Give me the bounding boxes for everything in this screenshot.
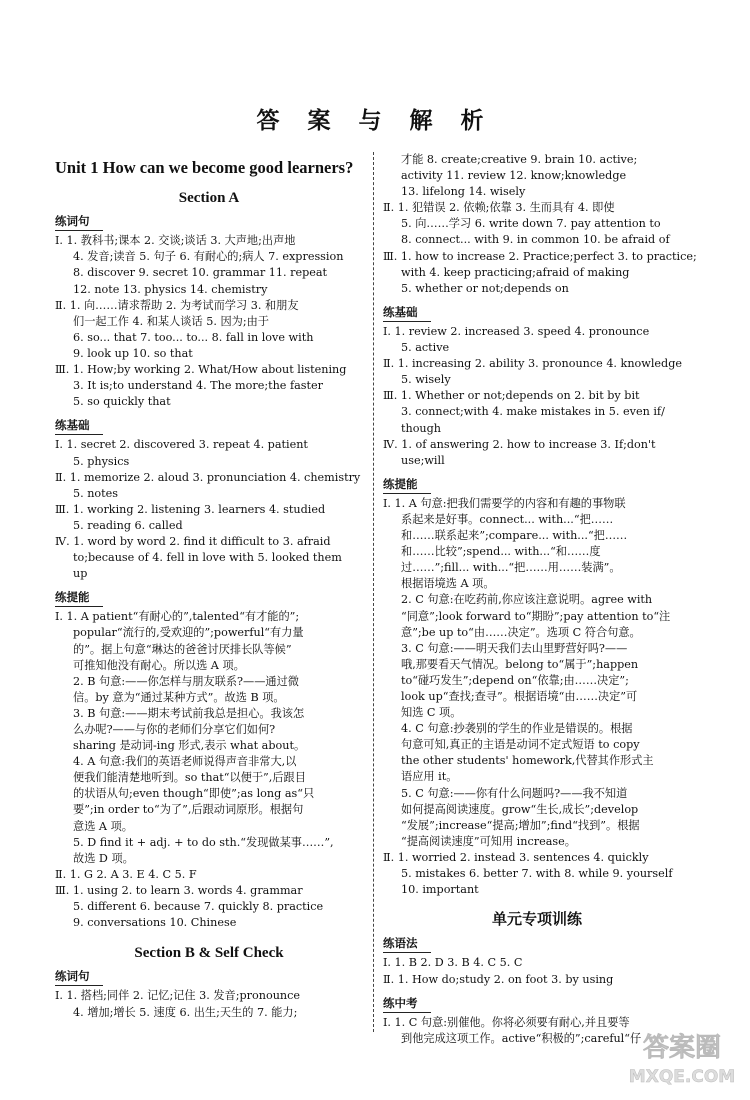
answer-line: 3. connect;with 4. make mistakes in 5. even if/ <box>401 405 665 419</box>
section-a-title: Section A <box>178 190 240 207</box>
answer-line: Ⅳ. 1. of answering 2. how to increase 3. If;don't <box>383 437 656 451</box>
unit-special-title: 单元专项训练 <box>491 912 582 929</box>
answer-line: 们一起工作 4. 和某人谈话 5. 因为;由于 <box>73 314 269 328</box>
answer-line: 语应用 it。 <box>401 770 458 784</box>
answer-line: 要”;in order to“为了”,后跟动词原形。根据句 <box>73 803 304 817</box>
answer-line: 可推知他没有耐心。所以选 A 项。 <box>73 658 245 672</box>
answer-line: Ⅲ. 1. How;by working 2. What/How about listening <box>55 363 347 377</box>
answer-line: “提高阅读速度”可知用 increase。 <box>401 834 576 848</box>
answer-line: “发展”;increase“提高;增加”;find“找到”。根据 <box>401 818 640 832</box>
answer-line: Ⅰ. 1. C 句意:别催他。你将必须要有耐心,并且要等 <box>383 1015 630 1029</box>
heading-tineng-b: 练提能 <box>383 476 431 494</box>
answer-line: activity 11. review 12. know;knowledge <box>401 169 627 183</box>
heading-jichu-b: 练基础 <box>383 304 431 322</box>
answer-line: 如何提高阅读速度。grow“生长,成长”;develop <box>401 802 639 816</box>
answer-line: 5. notes <box>73 486 119 500</box>
answer-line: popular“流行的,受欢迎的”;powerful“有力量 <box>73 626 304 640</box>
answer-line: 6. so... that 7. too... to... 8. fall in love with <box>73 330 314 344</box>
answer-line: 到他完成这项工作。active“积极的”;careful“仔 <box>401 1031 642 1045</box>
section-b-title: Section B & Self Check <box>134 945 284 962</box>
answer-line: 意选 A 项。 <box>73 819 133 833</box>
answer-line: Ⅲ. 1. working 2. listening 3. learners 4. studied <box>55 502 326 516</box>
answer-line: 12. note 13. physics 14. chemistry <box>73 282 268 296</box>
answer-line: 5. reading 6. called <box>73 518 183 532</box>
answer-line: Ⅰ. 1. 教科书;课本 2. 交谈;谈话 3. 大声地;出声地 <box>55 234 296 248</box>
answer-line: 5. 向……学习 6. write down 7. pay attention to <box>401 217 661 231</box>
answer-line: 2. C 句意:在吃药前,你应该注意说明。agree with <box>401 593 653 607</box>
answer-line: 知选 C 项。 <box>401 706 462 720</box>
answer-line: Ⅱ. 1. 向……请求帮助 2. 为考试而学习 3. 和朋友 <box>55 298 299 312</box>
answer-line: 5. different 6. because 7. quickly 8. practice <box>73 900 324 914</box>
answer-line: 么办呢?——与你的老师们分享它们如何? <box>73 723 276 736</box>
watermark-logo <box>622 1024 742 1094</box>
svg-text:MXQE.COM: MXQE.COM <box>628 1067 736 1087</box>
answer-line: 4. C 句意:抄袭别的学生的作业是错误的。根据 <box>401 722 633 736</box>
answer-line: 5. mistakes 6. better 7. with 8. while 9. yourself <box>401 867 673 881</box>
heading-tineng: 练提能 <box>55 589 103 607</box>
answer-line: Ⅱ. 1. memorize 2. aloud 3. pronunciation 4. chemistry <box>55 470 361 484</box>
answer-line: Ⅱ. 1. How do;study 2. on foot 3. by using <box>383 972 614 986</box>
answer-line: 2. B 句意:——你怎样与朋友联系?——通过微 <box>73 674 299 688</box>
answer-line: 的状语从句;even though“即使”;as long as“只 <box>73 787 315 801</box>
answer-line: “同意”;look forward to“期盼”;pay attention to“注 <box>401 609 671 623</box>
right-column <box>383 152 697 1047</box>
answer-line: 5. wisely <box>401 373 451 387</box>
answer-line: Ⅲ. 1. Whether or not;depends on 2. bit by bit <box>383 389 640 403</box>
answer-line: 9. look up 10. so that <box>73 346 193 360</box>
answer-line: Ⅰ. 1. A 句意:把我们需要学的内容和有趣的事物联 <box>383 496 626 510</box>
heading-ciju-b: 练词句 <box>55 968 103 986</box>
answer-line: Ⅱ. 1. 犯错误 2. 依赖;依靠 3. 生而具有 4. 即使 <box>383 201 615 215</box>
answer-line: 根据语境选 A 项。 <box>401 577 495 591</box>
answer-line: to“碰巧发生”;depend on“依靠;由……决定”; <box>401 673 629 687</box>
answer-line: 4. 增加;增长 5. 速度 6. 出生;天生的 7. 能力; <box>73 1005 298 1019</box>
page-title: 答 案 与 解 析 <box>256 108 494 134</box>
answer-line: 3. B 句意:——期末考试前我总是担心。我该怎 <box>73 706 305 720</box>
answer-line: 3. It is;to understand 4. The more;the faster <box>73 379 323 393</box>
answer-line: Ⅱ. 1. increasing 2. ability 3. pronounce 4. knowledge <box>383 357 682 371</box>
answer-line: 意”;be up to“由……决定”。选项 C 符合句意。 <box>401 625 641 639</box>
column-divider <box>373 152 374 1032</box>
answer-line: 10. important <box>401 883 479 897</box>
heading-yufa: 练语法 <box>383 935 431 953</box>
answer-line: Ⅲ. 1. using 2. to learn 3. words 4. grammar <box>55 883 303 897</box>
answer-line: 4. A 句意:我们的英语老师说得声音非常大,以 <box>73 755 297 769</box>
answer-line: 8. discover 9. secret 10. grammar 11. repeat <box>73 266 328 280</box>
answer-line: 故选 D 项。 <box>73 851 134 865</box>
answer-line: though <box>401 421 442 435</box>
answer-line: 和……联系起来”;compare... with...“把…… <box>401 529 628 543</box>
answer-line: 5. whether or not;depends on <box>401 281 569 295</box>
answer-line: 才能 8. create;creative 9. brain 10. active; <box>401 153 638 166</box>
answer-line: the other students' homework,代替其作形式主 <box>401 754 654 768</box>
answer-line: Ⅰ. 1. B 2. D 3. B 4. C 5. C <box>383 956 523 970</box>
heading-zhongkao: 练中考 <box>383 995 431 1013</box>
answer-line: 5. so quickly that <box>73 395 171 409</box>
answer-line: 5. physics <box>73 454 130 468</box>
answer-line: 5. C 句意:——你有什么问题吗?——我不知道 <box>401 786 628 800</box>
answer-line: 信。by 意为“通过某种方式”。故选 B 项。 <box>73 690 285 704</box>
answer-line: sharing 是动词-ing 形式,表示 what about。 <box>73 739 306 753</box>
answer-line: 4. 发音;读音 5. 句子 6. 有耐心的;病人 7. expression <box>73 250 344 264</box>
svg-text:答案圈: 答案圈 <box>642 1033 722 1063</box>
answer-line: Ⅰ. 1. review 2. increased 3. speed 4. pronounce <box>383 324 650 338</box>
answer-line: 13. lifelong 14. wisely <box>401 185 526 199</box>
answer-line: 句意可知,真正的主语是动词不定式短语 to copy <box>401 738 640 752</box>
answer-line: 和……比较”;spend... with...“和……度 <box>401 545 601 559</box>
unit-title: Unit 1 How can we become good learners? <box>55 158 354 177</box>
answer-line: 便我们能清楚地听到。so that“以便于”,后跟目 <box>73 771 306 785</box>
answer-line: Ⅱ. 1. G 2. A 3. E 4. C 5. F <box>55 867 197 881</box>
heading-jichu: 练基础 <box>55 417 103 435</box>
answer-line: to;because of 4. fell in love with 5. looked them <box>73 551 342 565</box>
answer-line: Ⅰ. 1. A patient“有耐心的”,talented“有才能的”; <box>55 610 300 624</box>
answer-line: 5. active <box>401 341 450 355</box>
answer-line: 3. C 句意:——明天我们去山里野营好吗?—— <box>401 641 628 655</box>
answer-line: 的”。据上句意“琳达的爸爸讨厌排长队等候” <box>73 642 292 656</box>
answer-line: Ⅰ. 1. 搭档;同伴 2. 记忆;记住 3. 发音;pronounce <box>55 989 301 1003</box>
answer-line: Ⅰ. 1. secret 2. discovered 3. repeat 4. patient <box>55 438 308 452</box>
answer-line: Ⅳ. 1. word by word 2. find it difficult to 3. afraid <box>55 534 331 548</box>
answer-line: 9. conversations 10. Chinese <box>73 916 237 930</box>
answer-line: 系起来是好事。connect... with...“把…… <box>401 512 614 526</box>
answer-line: 过……”;fill... with...“把……用……装满”。 <box>401 561 621 575</box>
answer-line: use;will <box>401 453 445 467</box>
left-column <box>55 160 363 1021</box>
answer-line: Ⅱ. 1. worried 2. instead 3. sentences 4. quickly <box>383 850 649 864</box>
answer-line: up <box>73 567 88 581</box>
answer-line: 5. D find it + adj. + to do sth.“发现做某事……”, <box>73 835 334 849</box>
heading-ciju: 练词句 <box>55 213 103 231</box>
answer-line: Ⅲ. 1. how to increase 2. Practice;perfect 3. to practice; <box>383 249 697 263</box>
answer-line: look up“查找;查寻”。根据语境“由……决定”可 <box>401 690 638 703</box>
answer-line: 8. connect... with 9. in common 10. be afraid of <box>401 233 670 247</box>
answer-line: 哦,那要看天气情况。belong to“属于”;happen <box>401 657 639 671</box>
answer-line: with 4. keep practicing;afraid of making <box>401 265 630 279</box>
